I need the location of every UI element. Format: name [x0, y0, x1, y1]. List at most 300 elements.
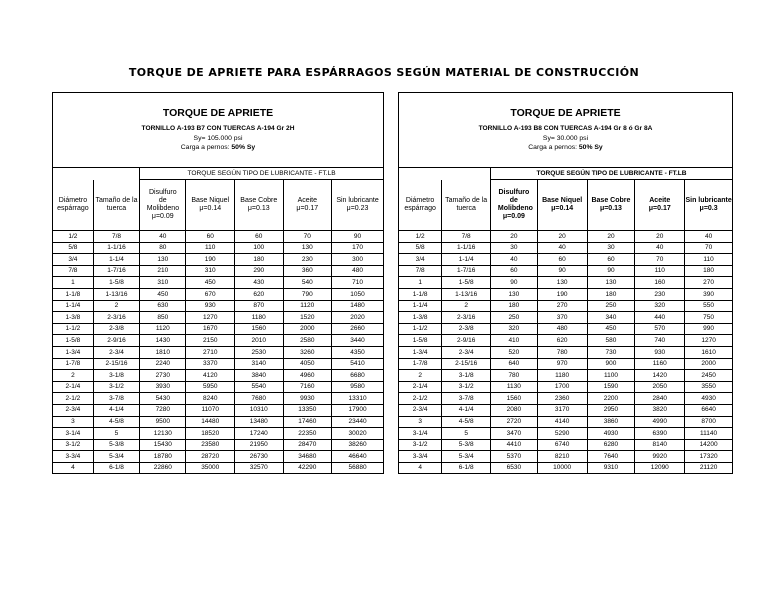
- cell-torque: 9580: [332, 381, 384, 393]
- table-row: [399, 265, 733, 277]
- cell-diameter: 1-1/4: [399, 300, 442, 312]
- cell-torque: 17240: [235, 428, 284, 440]
- cell-nut-size: 2-9/16: [442, 335, 491, 347]
- table-row: [53, 254, 384, 266]
- lubricant-name: Aceite: [649, 196, 671, 204]
- cell-torque: 7160: [283, 381, 332, 393]
- cell-nut-size: 3-7/8: [442, 393, 491, 405]
- cell-torque: 1270: [186, 312, 235, 324]
- cell-torque: 80: [140, 242, 186, 254]
- cell-torque: 300: [332, 254, 384, 266]
- cell-diameter: 1-5/8: [53, 335, 94, 347]
- cell-diameter: 4: [53, 462, 94, 474]
- cell-torque: 130: [587, 277, 635, 289]
- cell-torque: 570: [635, 323, 685, 335]
- cell-torque: 60: [186, 231, 235, 243]
- cell-torque: 28470: [283, 439, 332, 451]
- cell-torque: 3370: [186, 358, 235, 370]
- cell-torque: 3440: [332, 335, 384, 347]
- cell-torque: 3820: [635, 404, 685, 416]
- cell-nut-size: 6-1/8: [442, 462, 491, 474]
- cell-torque: 6640: [685, 404, 733, 416]
- cell-torque: 6680: [332, 370, 384, 382]
- table-row: [399, 439, 733, 451]
- cell-torque: 190: [537, 288, 587, 300]
- blank-cell: [399, 168, 491, 180]
- lubricant-name: Sin lubricante: [685, 196, 732, 204]
- cell-torque: 12090: [635, 462, 685, 474]
- table-row: [399, 254, 733, 266]
- cell-torque: 1050: [332, 288, 384, 300]
- bolt-spec: TORNILLO A-193 B7 CON TUERCAS A-194 Gr 2H: [141, 125, 295, 133]
- cell-nut-size: 5-3/8: [442, 439, 491, 451]
- cell-torque: 290: [235, 265, 284, 277]
- bolt-load-value: 50% Sy: [578, 143, 603, 151]
- cell-torque: 310: [140, 277, 186, 289]
- cell-nut-size: 3-1/2: [442, 381, 491, 393]
- table-row: [53, 335, 384, 347]
- cell-torque: 210: [140, 265, 186, 277]
- cell-torque: 3170: [537, 404, 587, 416]
- cell-torque: 4050: [283, 358, 332, 370]
- table-row: [53, 404, 384, 416]
- cell-torque: 2360: [537, 393, 587, 405]
- table-row: [53, 323, 384, 335]
- cell-torque: 5950: [186, 381, 235, 393]
- col-header-lubricant: [635, 180, 685, 231]
- cell-torque: 4410: [491, 439, 538, 451]
- cell-torque: 450: [587, 323, 635, 335]
- cell-torque: 620: [537, 335, 587, 347]
- cell-torque: 8210: [537, 451, 587, 463]
- cell-torque: 17900: [332, 404, 384, 416]
- col-header-lubricant: [140, 180, 186, 231]
- table-title: TORQUE DE APRIETE: [510, 107, 621, 120]
- table-row: [53, 393, 384, 405]
- cell-torque: 30: [491, 242, 538, 254]
- table-row: [399, 242, 733, 254]
- cell-torque: 90: [537, 265, 587, 277]
- col-header-lubricant: [235, 180, 284, 231]
- cell-torque: 6390: [635, 428, 685, 440]
- cell-diameter: 5/8: [53, 242, 94, 254]
- cell-diameter: 1/2: [53, 231, 94, 243]
- table-row: [399, 231, 733, 243]
- col-header-lubricant: [685, 180, 733, 231]
- cell-torque: 450: [186, 277, 235, 289]
- cell-torque: 310: [186, 265, 235, 277]
- blank-cell: [53, 168, 140, 180]
- cell-torque: 26730: [235, 451, 284, 463]
- friction-coefficient: μ=0.14: [551, 205, 574, 212]
- cell-torque: 2710: [186, 346, 235, 358]
- cell-torque: 250: [491, 312, 538, 324]
- cell-torque: 5290: [537, 428, 587, 440]
- cell-torque: 20: [587, 231, 635, 243]
- cell-torque: 180: [491, 300, 538, 312]
- table-row: [53, 288, 384, 300]
- col-header-lubricant: [186, 180, 235, 231]
- cell-nut-size: 4-1/4: [93, 404, 139, 416]
- cell-nut-size: 7/8: [93, 231, 139, 243]
- cell-torque: 780: [537, 346, 587, 358]
- cell-torque: 4350: [332, 346, 384, 358]
- cell-diameter: 1-1/8: [399, 288, 442, 300]
- cell-torque: 2010: [235, 335, 284, 347]
- cell-torque: 2020: [332, 312, 384, 324]
- cell-torque: 4960: [283, 370, 332, 382]
- table-row: [53, 346, 384, 358]
- cell-torque: 17460: [283, 416, 332, 428]
- cell-nut-size: 3-1/8: [442, 370, 491, 382]
- cell-nut-size: 1-7/16: [442, 265, 491, 277]
- friction-coefficient: μ=0.09: [151, 213, 174, 221]
- cell-torque: 1420: [635, 370, 685, 382]
- cell-nut-size: 1-5/8: [93, 277, 139, 289]
- cell-torque: 370: [537, 312, 587, 324]
- cell-torque: 35000: [186, 462, 235, 474]
- table-header-block: [399, 93, 733, 168]
- cell-torque: 130: [283, 242, 332, 254]
- cell-torque: 2580: [283, 335, 332, 347]
- cell-torque: 1120: [283, 300, 332, 312]
- cell-diameter: 1-1/8: [53, 288, 94, 300]
- col-header-diameter: Diámetro espárrago: [399, 180, 442, 231]
- cell-torque: 2530: [235, 346, 284, 358]
- cell-torque: 30: [587, 242, 635, 254]
- cell-nut-size: 2-3/4: [442, 346, 491, 358]
- cell-torque: 790: [283, 288, 332, 300]
- cell-torque: 20: [635, 231, 685, 243]
- table-row: [53, 277, 384, 289]
- cell-diameter: 7/8: [399, 265, 442, 277]
- cell-torque: 270: [537, 300, 587, 312]
- cell-diameter: 2-1/4: [53, 381, 94, 393]
- cell-torque: 4990: [635, 416, 685, 428]
- cell-torque: 5410: [332, 358, 384, 370]
- cell-diameter: 5/8: [399, 242, 442, 254]
- table-row: [53, 312, 384, 324]
- cell-torque: 110: [186, 242, 235, 254]
- cell-torque: 6280: [587, 439, 635, 451]
- cell-torque: 40: [491, 254, 538, 266]
- cell-torque: 850: [140, 312, 186, 324]
- cell-nut-size: 1-1/4: [442, 254, 491, 266]
- cell-torque: 3470: [491, 428, 538, 440]
- bolt-load-label: Carga a pernos:: [180, 143, 230, 151]
- cell-torque: 4140: [537, 416, 587, 428]
- cell-torque: 1180: [537, 370, 587, 382]
- cell-nut-size: 5-3/8: [93, 439, 139, 451]
- cell-nut-size: 4-5/8: [93, 416, 139, 428]
- torque-table: [52, 92, 384, 474]
- lubricant-name: Sin lubricante: [336, 196, 379, 204]
- table-row: [399, 393, 733, 405]
- cell-diameter: 1-3/4: [53, 346, 94, 358]
- table-row: [399, 300, 733, 312]
- cell-nut-size: 1-1/16: [93, 242, 139, 254]
- cell-nut-size: 2-3/16: [442, 312, 491, 324]
- cell-torque: 34680: [283, 451, 332, 463]
- cell-nut-size: 5: [442, 428, 491, 440]
- cell-torque: 7680: [235, 393, 284, 405]
- cell-torque: 13310: [332, 393, 384, 405]
- col-header-lubricant: [332, 180, 384, 231]
- friction-coefficient: μ=0.09: [502, 213, 525, 221]
- col-header-nut-size: Tamaño de la tuerca: [442, 180, 491, 231]
- cell-diameter: 2: [53, 370, 94, 382]
- table-row: [399, 416, 733, 428]
- table-row: [53, 358, 384, 370]
- col-header-diameter: Diámetro espárrago: [53, 180, 94, 231]
- cell-nut-size: 1-7/16: [93, 265, 139, 277]
- cell-diameter: 1-1/2: [53, 323, 94, 335]
- cell-torque: 130: [537, 277, 587, 289]
- table-header-block: [53, 93, 384, 168]
- cell-torque: 930: [635, 346, 685, 358]
- cell-torque: 750: [685, 312, 733, 324]
- table-row: [399, 277, 733, 289]
- cell-torque: 14200: [685, 439, 733, 451]
- cell-torque: 42290: [283, 462, 332, 474]
- cell-torque: 480: [332, 265, 384, 277]
- lubricant-group-header: TORQUE SEGÚN TIPO DE LUBRICANTE - FT.LB: [140, 168, 384, 180]
- cell-torque: 3930: [140, 381, 186, 393]
- bolt-load: [399, 144, 732, 152]
- table-row: [399, 346, 733, 358]
- cell-torque: 640: [491, 358, 538, 370]
- cell-diameter: 3-3/4: [53, 451, 94, 463]
- yield-strength: Sy= 30.000 psi: [542, 135, 589, 142]
- cell-torque: 28720: [186, 451, 235, 463]
- cell-torque: 1100: [587, 370, 635, 382]
- cell-torque: 2050: [635, 381, 685, 393]
- table-row: [53, 462, 384, 474]
- cell-torque: 2000: [283, 323, 332, 335]
- cell-torque: 13480: [235, 416, 284, 428]
- cell-torque: 5370: [491, 451, 538, 463]
- cell-torque: 670: [186, 288, 235, 300]
- cell-torque: 710: [332, 277, 384, 289]
- cell-diameter: 3/4: [399, 254, 442, 266]
- friction-coefficient: μ=0.14: [199, 205, 222, 212]
- cell-torque: 620: [235, 288, 284, 300]
- table-row: [399, 404, 733, 416]
- cell-torque: 90: [332, 231, 384, 243]
- cell-torque: 1130: [491, 381, 538, 393]
- table-row: [399, 323, 733, 335]
- cell-torque: 1430: [140, 335, 186, 347]
- cell-torque: 780: [491, 370, 538, 382]
- cell-torque: 4930: [587, 428, 635, 440]
- cell-torque: 21950: [235, 439, 284, 451]
- cell-torque: 20: [491, 231, 538, 243]
- lubricant-name: Base Niquel: [542, 196, 583, 204]
- col-header-lubricant: [283, 180, 332, 231]
- cell-torque: 170: [332, 242, 384, 254]
- table-row: [399, 370, 733, 382]
- cell-torque: 2720: [491, 416, 538, 428]
- cell-torque: 32570: [235, 462, 284, 474]
- table-row: [399, 335, 733, 347]
- cell-torque: 7640: [587, 451, 635, 463]
- lubricant-name: Disulfuro de Molibdeno: [497, 188, 533, 212]
- table-row: [53, 416, 384, 428]
- friction-coefficient: μ=0.17: [296, 205, 319, 212]
- page-title: TORQUE DE APRIETE PARA ESPÁRRAGOS SEGÚN MATERIAL DE CONSTRUCCIÓN: [128, 66, 640, 79]
- cell-torque: 60: [537, 254, 587, 266]
- friction-coefficient: μ=0.23: [346, 205, 369, 212]
- cell-torque: 60: [491, 265, 538, 277]
- cell-nut-size: 5-3/4: [442, 451, 491, 463]
- cell-nut-size: 5: [93, 428, 139, 440]
- cell-diameter: 1: [399, 277, 442, 289]
- cell-torque: 9310: [587, 462, 635, 474]
- cell-nut-size: 1-5/8: [442, 277, 491, 289]
- cell-nut-size: 2-3/4: [93, 346, 139, 358]
- cell-torque: 130: [491, 288, 538, 300]
- cell-torque: 540: [283, 277, 332, 289]
- cell-torque: 580: [587, 335, 635, 347]
- cell-torque: 60: [235, 231, 284, 243]
- cell-torque: 6530: [491, 462, 538, 474]
- cell-torque: 340: [587, 312, 635, 324]
- cell-torque: 430: [235, 277, 284, 289]
- cell-torque: 40: [140, 231, 186, 243]
- cell-torque: 13350: [283, 404, 332, 416]
- cell-torque: 70: [685, 242, 733, 254]
- cell-diameter: 3-1/2: [53, 439, 94, 451]
- table-row: [399, 451, 733, 463]
- cell-diameter: 2-1/2: [53, 393, 94, 405]
- cell-torque: 630: [140, 300, 186, 312]
- cell-nut-size: 7/8: [442, 231, 491, 243]
- bolt-load: [53, 144, 383, 152]
- cell-diameter: 2-3/4: [53, 404, 94, 416]
- cell-diameter: 7/8: [53, 265, 94, 277]
- cell-torque: 520: [491, 346, 538, 358]
- cell-torque: 390: [685, 288, 733, 300]
- cell-torque: 180: [235, 254, 284, 266]
- cell-torque: 70: [283, 231, 332, 243]
- cell-torque: 180: [685, 265, 733, 277]
- cell-torque: 38260: [332, 439, 384, 451]
- cell-nut-size: 4-1/4: [442, 404, 491, 416]
- cell-torque: 1180: [235, 312, 284, 324]
- cell-torque: 3260: [283, 346, 332, 358]
- cell-torque: 250: [587, 300, 635, 312]
- cell-torque: 320: [491, 323, 538, 335]
- cell-nut-size: 2-3/8: [442, 323, 491, 335]
- cell-diameter: 3: [399, 416, 442, 428]
- cell-diameter: 4: [399, 462, 442, 474]
- cell-nut-size: 2-3/16: [93, 312, 139, 324]
- lubricant-name: Base Cobre: [591, 196, 631, 204]
- cell-torque: 4120: [186, 370, 235, 382]
- cell-diameter: 1-3/4: [399, 346, 442, 358]
- cell-torque: 2240: [140, 358, 186, 370]
- cell-torque: 1700: [537, 381, 587, 393]
- cell-torque: 5430: [140, 393, 186, 405]
- table-row: [53, 231, 384, 243]
- cell-nut-size: 2-15/16: [93, 358, 139, 370]
- table-row: [399, 462, 733, 474]
- cell-torque: 110: [685, 254, 733, 266]
- torque-table: [398, 92, 733, 474]
- col-header-lubricant: [587, 180, 635, 231]
- cell-torque: 8700: [685, 416, 733, 428]
- cell-diameter: 1-7/8: [399, 358, 442, 370]
- cell-torque: 1610: [685, 346, 733, 358]
- cell-torque: 1670: [186, 323, 235, 335]
- cell-nut-size: 1-1/4: [93, 254, 139, 266]
- cell-torque: 2150: [186, 335, 235, 347]
- table-row: [53, 265, 384, 277]
- cell-torque: 160: [635, 277, 685, 289]
- cell-torque: 2000: [685, 358, 733, 370]
- friction-coefficient: μ=0.3: [699, 205, 718, 212]
- table-row: [53, 300, 384, 312]
- cell-torque: 70: [635, 254, 685, 266]
- cell-torque: 21120: [685, 462, 733, 474]
- cell-diameter: 2-3/4: [399, 404, 442, 416]
- table-row: [399, 428, 733, 440]
- bolt-spec: TORNILLO A-193 B8 CON TUERCAS A-194 Gr 8 ó Gr 8A: [478, 125, 653, 133]
- lubricant-name: Base Niquel: [191, 196, 230, 204]
- table-row: [399, 381, 733, 393]
- cell-torque: 1480: [332, 300, 384, 312]
- cell-nut-size: 2-15/16: [442, 358, 491, 370]
- cell-torque: 1120: [140, 323, 186, 335]
- cell-torque: 90: [587, 265, 635, 277]
- cell-nut-size: 1-13/16: [93, 288, 139, 300]
- cell-diameter: 3-1/2: [399, 439, 442, 451]
- cell-torque: 2730: [140, 370, 186, 382]
- friction-coefficient: μ=0.13: [247, 205, 270, 212]
- cell-diameter: 2-1/2: [399, 393, 442, 405]
- cell-torque: 18780: [140, 451, 186, 463]
- cell-torque: 18520: [186, 428, 235, 440]
- cell-torque: 12130: [140, 428, 186, 440]
- cell-torque: 550: [685, 300, 733, 312]
- cell-nut-size: 4-5/8: [442, 416, 491, 428]
- table-row: [399, 288, 733, 300]
- cell-torque: 17320: [685, 451, 733, 463]
- cell-torque: 230: [635, 288, 685, 300]
- cell-torque: 8140: [635, 439, 685, 451]
- cell-torque: 9500: [140, 416, 186, 428]
- cell-torque: 11070: [186, 404, 235, 416]
- cell-torque: 23440: [332, 416, 384, 428]
- cell-torque: 11140: [685, 428, 733, 440]
- cell-torque: 970: [537, 358, 587, 370]
- table-row: [399, 312, 733, 324]
- cell-torque: 3840: [235, 370, 284, 382]
- cell-torque: 180: [587, 288, 635, 300]
- cell-torque: 10310: [235, 404, 284, 416]
- cell-torque: 3140: [235, 358, 284, 370]
- bolt-load-label: Carga a pernos:: [528, 143, 578, 151]
- cell-torque: 3860: [587, 416, 635, 428]
- cell-nut-size: 6-1/8: [93, 462, 139, 474]
- cell-torque: 930: [186, 300, 235, 312]
- cell-torque: 360: [283, 265, 332, 277]
- cell-diameter: 3-1/4: [399, 428, 442, 440]
- yield-strength: Sy= 105.000 psi: [193, 135, 243, 142]
- cell-diameter: 1-3/8: [399, 312, 442, 324]
- cell-torque: 1590: [587, 381, 635, 393]
- table-row: [53, 428, 384, 440]
